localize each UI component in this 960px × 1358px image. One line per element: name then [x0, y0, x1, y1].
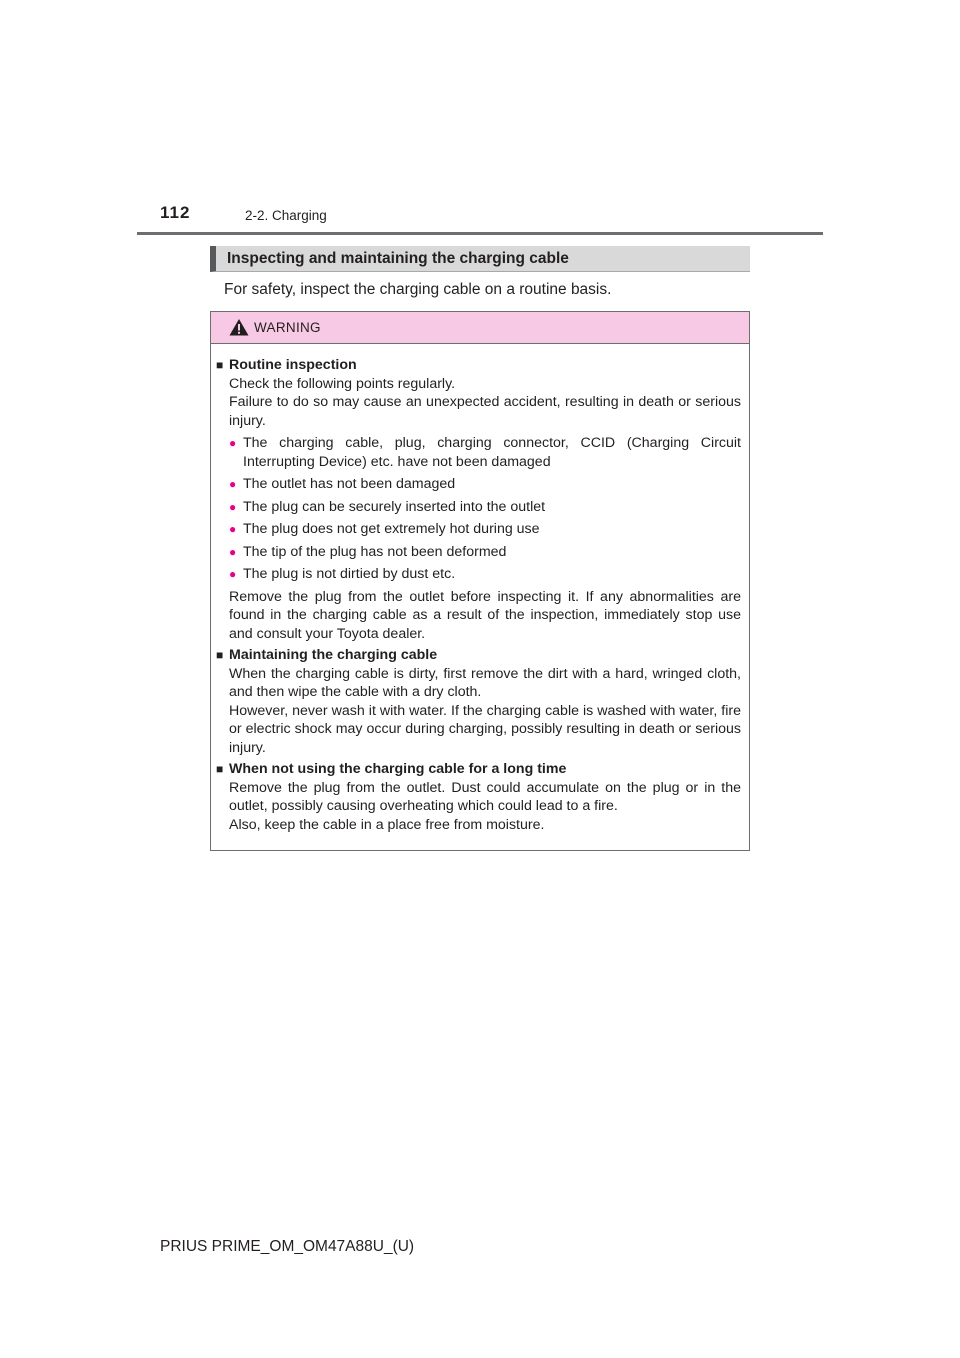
warning-box: [210, 311, 750, 851]
warning-triangle-icon: [229, 318, 249, 336]
maintaining-text: [229, 665, 741, 758]
chapter-title: 2-2. Charging: [245, 208, 327, 223]
list-item: [229, 565, 741, 584]
routine-after-line: Remove the plug from the outlet before inspecting it. If any abnormalities are found in the charging cable as a result of the inspection, immediately stop use and consult your Toyota dealer.: [229, 588, 741, 642]
inspection-checklist: [216, 434, 741, 584]
list-item-text: The plug does not get extremely hot during use: [243, 521, 540, 537]
not-using-heading: [216, 760, 741, 779]
section-heading-bar: [210, 246, 750, 272]
routine-inspection-title: Routine inspection: [229, 357, 357, 373]
circle-bullet-icon: ●: [229, 522, 237, 536]
not-using-line: Remove the plug from the outlet. Dust could accumulate on the plug or in the outlet, possibly causing overheating which could lead to a fire.: [229, 779, 741, 814]
circle-bullet-icon: ●: [229, 436, 237, 450]
list-item-text: The plug is not dirtied by dust etc.: [243, 566, 456, 582]
circle-bullet-icon: ●: [229, 544, 237, 559]
list-item: [229, 434, 741, 471]
not-using-text: [229, 779, 741, 835]
circle-bullet-icon: ●: [229, 567, 237, 581]
routine-inspection-text: [229, 375, 741, 431]
circle-bullet-icon: ●: [229, 499, 237, 514]
routine-after-text: [229, 588, 741, 644]
page-number: 112: [160, 203, 191, 222]
warning-header: [211, 312, 749, 344]
list-item-text: The tip of the plug has not been deformed: [243, 543, 507, 560]
list-item: [229, 520, 741, 539]
header-rule: [137, 232, 823, 235]
document-id: PRIUS PRIME_OM_OM47A88U_(U): [160, 1238, 415, 1255]
list-item-text: The outlet has not been damaged: [243, 476, 456, 492]
routine-line: Check the following points regularly.: [229, 375, 456, 392]
maintaining-title: Maintaining the charging cable: [229, 647, 438, 663]
maintaining-line: When the charging cable is dirty, first remove the dirt with a hard, wringed cloth, and then wipe the cable with a dry cloth.: [229, 665, 741, 700]
list-item: [229, 498, 741, 517]
list-item: [229, 543, 741, 562]
routine-inspection-heading: [216, 356, 741, 375]
square-bullet-icon: ■: [216, 358, 224, 372]
square-bullet-icon: ■: [216, 648, 224, 662]
routine-line: Failure to do so may cause an unexpected accident, resulting in death or serious injury.: [229, 394, 741, 429]
not-using-title: When not using the charging cable for a long time: [229, 761, 567, 777]
intro-text: For safety, inspect the charging cable on a routine basis.: [224, 281, 612, 298]
list-item-text: The plug can be securely inserted into the outlet: [243, 498, 546, 515]
square-bullet-icon: ■: [216, 762, 224, 776]
maintaining-heading: [216, 646, 741, 665]
not-using-line: Also, keep the cable in a place free from moisture.: [229, 816, 545, 833]
section-title: Inspecting and maintaining the charging cable: [227, 250, 569, 267]
warning-label: WARNING: [254, 320, 321, 335]
maintaining-line: However, never wash it with water. If the charging cable is washed with water, fire or electric shock may occur during charging, possibly resulting in death or serious injury.: [229, 702, 741, 756]
list-item-text: The charging cable, plug, charging connector, CCID (Charging Circuit Interrupting Device) etc. have not been damaged: [243, 435, 741, 470]
warning-body: [211, 343, 751, 834]
circle-bullet-icon: ●: [229, 477, 237, 491]
list-item: [229, 475, 741, 494]
